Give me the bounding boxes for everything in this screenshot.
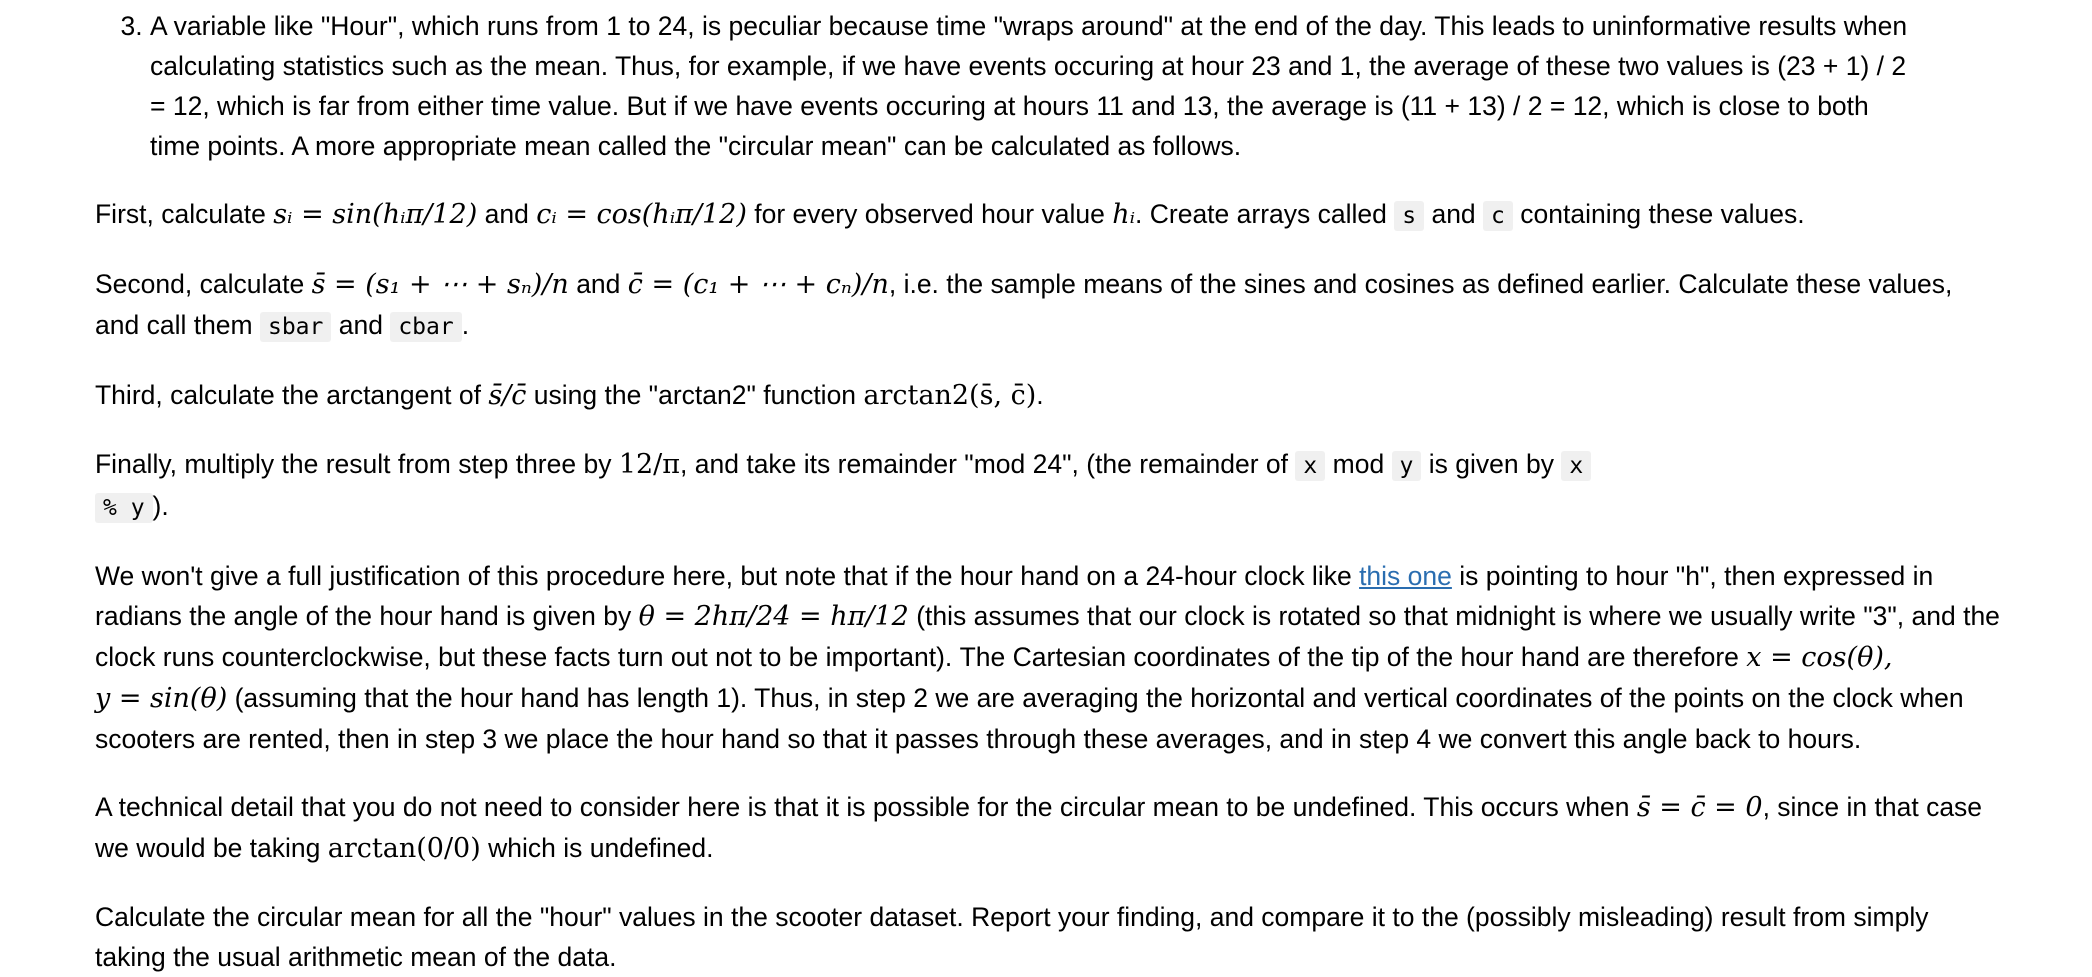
code-sbar: sbar [260, 312, 331, 342]
technical-math-arctan: arctan(0/0) [327, 833, 481, 864]
second-math-sbar: s̄ = (s₁ + ⋯ + sₙ)/n [311, 269, 569, 300]
first-text-4: . Create arrays called [1135, 199, 1395, 229]
justification-text-5: (assuming that the hour hand has length 1). Thus, in step 2 we are averaging the horizontal and vertical coordinates of the points on the clock when scooters are rented, then in step 3 we place the hour hand so that it passes through these averages, and in step 4 we convert this angle back to hours. [95, 683, 1964, 754]
second-text-4: and [331, 310, 391, 340]
second-text-1: Second, calculate [95, 269, 312, 299]
finally-text-3: mod [1325, 449, 1392, 479]
justification-text-2: is pointing to hour "h", then expressed in radians the angle of the hour hand is given by [95, 561, 1934, 631]
code-expr-mod-y: % y [95, 493, 153, 523]
first-math-ci: cᵢ = cos(hᵢπ/12) [536, 199, 747, 230]
paragraph-second [0, 264, 2000, 347]
paragraph-first [0, 194, 2000, 236]
third-math-arctan2: arctan2(s̄, c̄) [863, 380, 1037, 411]
finally-text-4: is given by [1421, 449, 1562, 479]
first-text-2: and [477, 199, 537, 229]
first-text-3: for every observed hour value [746, 199, 1113, 229]
first-text-5: and [1424, 199, 1484, 229]
technical-text-3: which is undefined. [480, 833, 714, 863]
justification-text-1: We won't give a full justification of this procedure here, but note that if the hour hand on a 24-hour clock like [95, 561, 1360, 591]
third-math-ratio: s̄/c̄ [488, 380, 527, 411]
second-text-5: . [461, 310, 470, 340]
step-3-text: A variable like "Hour", which runs from 1 to 24, is peculiar because time "wraps around" at the end of the day. This leads to uninformative results when calculating statistics such as the mean. Thus, for example, if we have events occuring at hour 23 and 1, the average of these two values is (23 + 1) / 2 = 12, which is far from either time value. But if we have events occuring at hours 11 and 13, the average is (11 + 13) / 2 = 12, which is close to both time points. A more appropriate mean called the "circular mean" can be calculated as follows. [150, 11, 1908, 161]
code-s: s [1394, 201, 1424, 231]
justification-math-x: x = cos(θ), [1746, 642, 1893, 673]
third-text-1: Third, calculate the arctangent of [95, 380, 489, 410]
technical-text-1: A technical detail that you do not need to consider here is that it is possible for the circular mean to be undefined. This occurs when [95, 792, 1637, 822]
paragraph-justification [0, 556, 2000, 759]
task-text: Calculate the circular mean for all the "hour" values in the scooter dataset. Report your finding, and compare it to the (possibly misleading) result from simply taking the usual arithmetic mean of the data. [95, 902, 1929, 972]
code-c: c [1483, 201, 1513, 231]
justification-math-theta: θ = 2hπ/24 = hπ/12 [638, 601, 909, 632]
step-3-item [150, 6, 1912, 166]
third-text-2: using the "arctan2" function [526, 380, 864, 410]
finally-math-12-over-pi: 12/π [618, 449, 681, 480]
first-math-si: sᵢ = sin(hᵢπ/12) [273, 199, 478, 230]
paragraph-third [0, 375, 2000, 416]
code-expr-x: x [1561, 451, 1591, 481]
second-text-3: , i.e. the sample means of the sines and cosines as defined earlier. Calculate these values, and call them [95, 269, 1953, 340]
clock-link[interactable]: this one [1359, 561, 1452, 591]
paragraph-technical [0, 787, 2000, 869]
finally-text-5: ). [152, 491, 169, 521]
second-math-cbar: c̄ = (c₁ + ⋯ + cₙ)/n [627, 269, 889, 300]
justification-text-3: (this assumes that our clock is rotated so that midnight is where we usually write "3", and the clock runs counterclockwise, but these facts turn out not to be important). The Cartesian coordinates of the tip of the hour hand are therefore [95, 601, 2000, 672]
technical-math-zero: s̄ = c̄ = 0 [1636, 792, 1763, 823]
technical-text-2: , since in that case we would be taking [95, 792, 1983, 863]
first-text-6: containing these values. [1512, 199, 1805, 229]
third-text-3: . [1036, 380, 1044, 410]
paragraph-finally [0, 444, 2000, 528]
finally-text-2: , and take its remainder "mod 24", (the remainder of [680, 449, 1296, 479]
paragraph-task [0, 897, 2000, 977]
justification-math-y: y = sin(θ) [95, 683, 228, 714]
steps-list [0, 6, 1912, 166]
code-x: x [1295, 451, 1325, 481]
finally-text-1: Finally, multiply the result from step three by [95, 449, 619, 479]
second-text-2: and [568, 269, 628, 299]
code-y: y [1392, 451, 1422, 481]
first-text-1: First, calculate [95, 199, 274, 229]
first-math-hi: hᵢ [1112, 199, 1136, 230]
code-cbar: cbar [390, 312, 461, 342]
